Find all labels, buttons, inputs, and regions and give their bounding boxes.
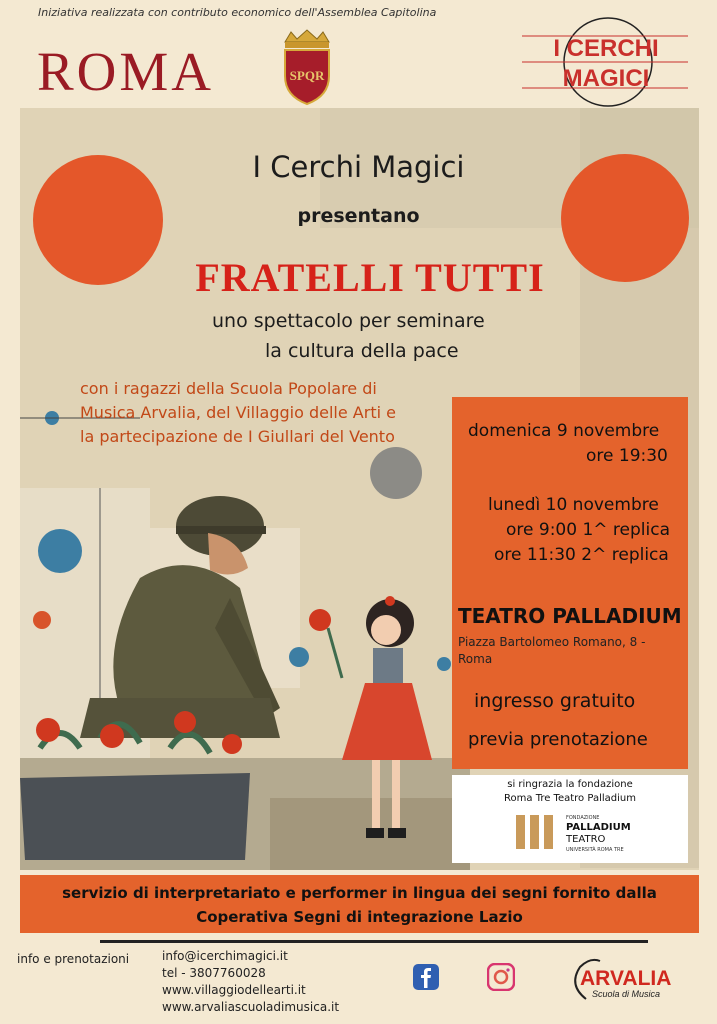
palladium-brand-2: TEATRO [566,834,606,845]
time-sunday: ore 19:30 [586,446,668,466]
contact-email[interactable]: info@icerchimagici.it [162,949,288,963]
facebook-icon[interactable] [413,964,439,990]
cast-line: Musica Arvalia, del Villaggio delle Arti e [80,403,396,422]
show-title: FRATELLI TUTTI [195,255,545,300]
palladium-columns-icon [514,815,556,849]
arvalia-subtitle: Scuola di Musica [592,989,661,999]
spqr-crest-icon [277,28,337,106]
date-sunday: domenica 9 novembre [468,421,660,441]
banner-line-1: servizio di interpretariato e performer in lingua dei segni fornito dalla [62,884,657,902]
contact-phone[interactable]: tel - 3807760028 [162,966,266,980]
free-entry: ingresso gratuito [474,690,636,712]
contact-website-arvalia[interactable]: www.arvaliascuoladimusica.it [162,1000,340,1014]
date-monday: lunedì 10 novembre [488,495,659,515]
schedule-panel [452,397,688,769]
cerchi-magici-logo [522,16,688,108]
contact-list [162,948,339,1016]
presenter-name: I Cerchi Magici [252,150,465,184]
time-monday-first: ore 9:00 1^ replica [506,520,670,540]
logo-line-1: I CERCHI [553,35,659,62]
palladium-brand-1: PALLADIUM [566,822,631,833]
palladium-small-label: FONDAZIONE [566,815,600,821]
presents-label: presentano [297,205,420,227]
thanks-box [452,775,688,863]
instagram-icon[interactable] [487,963,515,991]
venue-address-1: Piazza Bartolomeo Romano, 8 - [458,635,646,649]
tagline-line-2: la cultura della pace [265,340,459,362]
cast-line: la partecipazione de I Giullari del Vento [80,427,395,446]
footer-divider [100,940,648,943]
info-label: info e prenotazioni [17,952,130,966]
time-monday-second: ore 11:30 2^ replica [494,545,669,565]
arvalia-name: ARVALIA [580,967,672,990]
roma-logo: ROMA [37,41,215,102]
arvalia-logo [566,955,696,1003]
sign-language-banner [20,875,699,933]
thanks-line-2: Roma Tre Teatro Palladium [504,793,636,804]
contact-website-villaggio[interactable]: www.villaggiodellearti.it [162,983,306,997]
banner-line-2: Coperativa Segni di integrazione Lazio [196,908,523,926]
logo-line-2: MAGICI [562,65,650,92]
booking-required: previa prenotazione [468,729,648,750]
palladium-brand-3: UNIVERSITÀ ROMA TRE [566,847,624,853]
crest-label: SPQR [289,68,325,83]
cast-line: con i ragazzi della Scuola Popolare di [80,379,377,398]
thanks-line-1: si ringrazia la fondazione [507,779,633,790]
cast-text [80,377,460,449]
venue-address-2: Roma [458,652,493,666]
top-note: Iniziativa realizzata con contributo economico dell'Assemblea Capitolina [38,6,437,19]
tagline-line-1: uno spettacolo per seminare [212,310,485,332]
venue-name: TEATRO PALLADIUM [458,604,682,628]
